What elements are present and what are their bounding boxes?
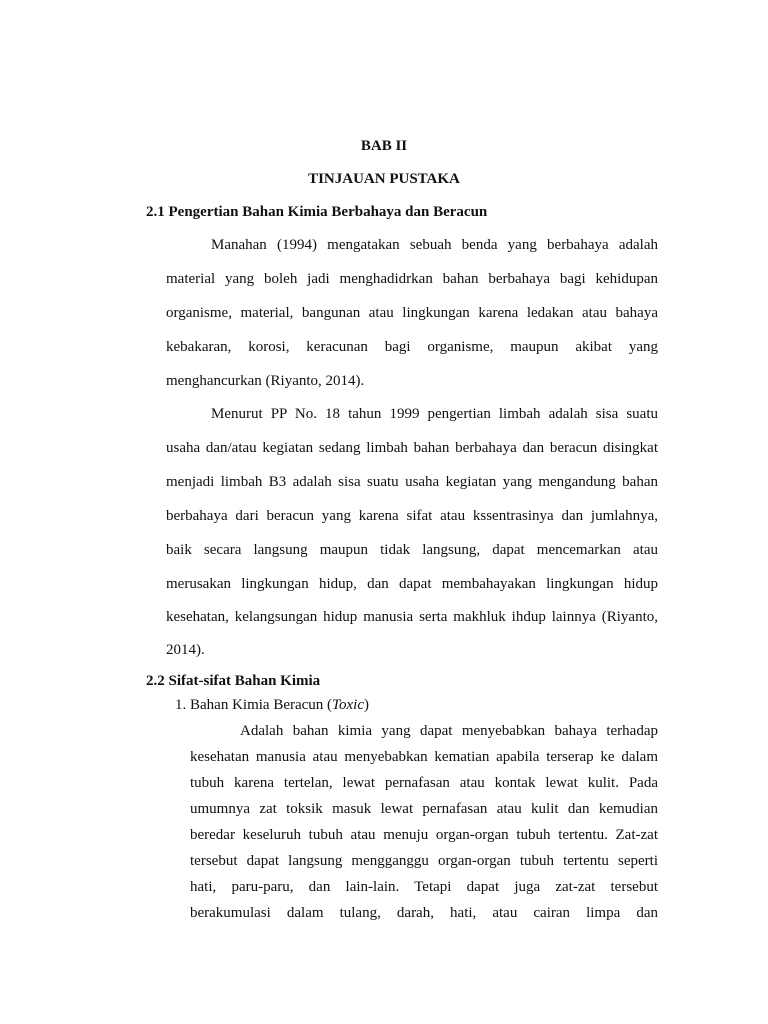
- paragraph-line: menjadi limbah B3 adalah sisa suatu usaha kegiatan yang mengandung bahan: [166, 474, 658, 490]
- section-heading-2-2: 2.2 Sifat-sifat Bahan Kimia: [146, 673, 321, 689]
- paragraph-line: Menurut PP No. 18 tahun 1999 pengertian limbah adalah sisa suatu: [211, 406, 658, 422]
- paragraph-line: baik secara langsung maupun tidak langsung, dapat mencemarkan atau: [166, 542, 658, 558]
- paragraph-line: material yang boleh jadi menghadidrkan bahan berbahaya bagi kehidupan: [166, 271, 658, 287]
- chapter-number: BAB II: [360, 138, 408, 154]
- chapter-title: TINJAUAN PUSTAKA: [308, 171, 460, 187]
- paragraph-line: tersebut dapat langsung mengganggu organ-organ tubuh tertentu seperti: [190, 853, 658, 869]
- paragraph-line: berakumulasi dalam tulang, darah, hati, atau cairan limpa dan: [190, 905, 658, 921]
- section-heading-2-1: 2.1 Pengertian Bahan Kimia Berbahaya dan Beracun: [146, 204, 488, 220]
- paragraph-line: 2014).: [166, 642, 205, 658]
- paragraph-line: menghancurkan (Riyanto, 2014).: [166, 373, 365, 389]
- list-item-term: Toxic: [332, 697, 364, 713]
- paragraph-line: umumnya zat toksik masuk lewat pernafasan atau kulit dan kemudian: [190, 801, 658, 817]
- paragraph-line: Adalah bahan kimia yang dapat menyebabkan bahaya terhadap: [240, 723, 658, 739]
- paragraph-line: Manahan (1994) mengatakan sebuah benda yang berbahaya adalah: [211, 237, 658, 253]
- paragraph-line: tubuh karena tertelan, lewat pernafasan atau kontak lewat kulit. Pada: [190, 775, 658, 791]
- paragraph-line: hati, paru-paru, dan lain-lain. Tetapi dapat juga zat-zat tersebut: [190, 879, 658, 895]
- paragraph-line: kesehatan, kelangsungan hidup manusia serta makhluk ihdup lainnya (Riyanto,: [166, 609, 658, 625]
- paragraph-line: beredar keseluruh tubuh atau menuju organ-organ tubuh tertentu. Zat-zat: [190, 827, 658, 843]
- paragraph-line: kesehatan manusia atau menyebabkan kematian apabila terserap ke dalam: [190, 749, 658, 765]
- paragraph-line: usaha dan/atau kegiatan sedang limbah bahan berbahaya dan beracun disingkat: [166, 440, 658, 456]
- list-item-label-end: ): [363, 697, 369, 713]
- paragraph-line: berbahaya dari beracun yang karena sifat atau kssentrasinya dan jumlahnya,: [166, 508, 658, 524]
- list-item-1: [175, 696, 369, 714]
- paragraph-line: merusakan lingkungan hidup, dan dapat membahayakan lingkungan hidup: [166, 576, 658, 592]
- paragraph-line: kebakaran, korosi, keracunan bagi organisme, maupun akibat yang: [166, 339, 658, 355]
- list-item-label: 1. Bahan Kimia Beracun (: [175, 697, 333, 713]
- paragraph-line: organisme, material, bangunan atau lingkungan karena ledakan atau bahaya: [166, 305, 658, 321]
